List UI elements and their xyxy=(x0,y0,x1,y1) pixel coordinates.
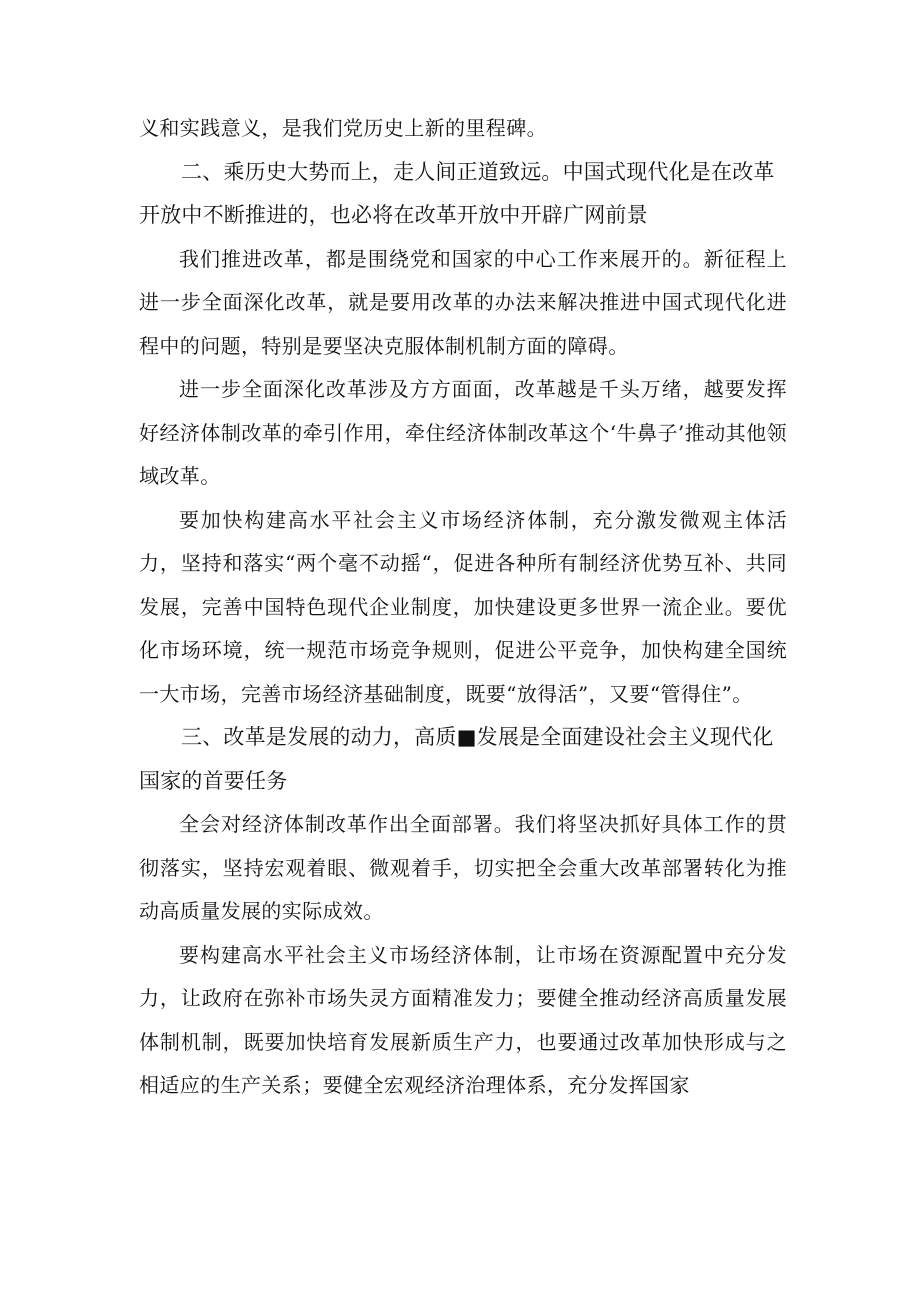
paragraph-continuation: 义和实践意义，是我们党历史上新的里程碑。 xyxy=(139,116,547,140)
section-heading-2: 二、乘历史大势而上，走人间正道致远。中国式现代化是在改革开放中不断推进的，也必将在改革开放中开辟广网前景 xyxy=(139,159,775,227)
paragraph: 全会对经济体制改革作出全面部署。我们将坚决抓好具体工作的贯彻落实，坚持宏观着眼、微观着手，切实把全会重大改革部署转化为推动高质量发展的实际成效。 xyxy=(139,812,787,923)
section-heading-3: 三、改革是发展的动力，高质■发展是全面建设社会主义现代化国家的首要任务 xyxy=(139,725,774,793)
paragraph: 要构建高水平社会主义市场经济体制，让市场在资源配置中充分发力，让政府在弥补市场失灵方面精准发力；要健全推动经济高质量发展体制机制，既要加快培育发展新质生产力，也要通过改革加快形成与之相适应的生产关系；要健全宏观经济治理体系，充分发挥国家 xyxy=(139,942,787,1097)
paragraph: 我们推进改革，都是围绕党和国家的中心工作来展开的。新征程上进一步全面深化改革，就是要用改革的办法来解决推进中国式现代化进程中的问题，特别是要坚决克服体制机制方面的障碍。 xyxy=(139,246,787,358)
document-body xyxy=(139,107,787,1108)
paragraph: 进一步全面深化改革涉及方方面面，改革越是千头万绪，越要发挥好经济体制改革的牵引作用，牵住经济体制改革这个‘牛鼻子’推动其他领域改革。 xyxy=(139,377,787,488)
paragraph: 要加快构建高水平社会主义市场经济体制，充分激发微观主体活力，坚持和落实“两个毫不动摇“，促进各种所有制经济优势互补、共同发展，完善中国特色现代企业制度，加快建设更多世界一流企业。要优化市场环境，统一规范市场竞争规则，促进公平竞争，加快构建全国统一大市场，完善市场经济基础制度，既要“放得活”，又要“管得住”。 xyxy=(139,507,787,706)
